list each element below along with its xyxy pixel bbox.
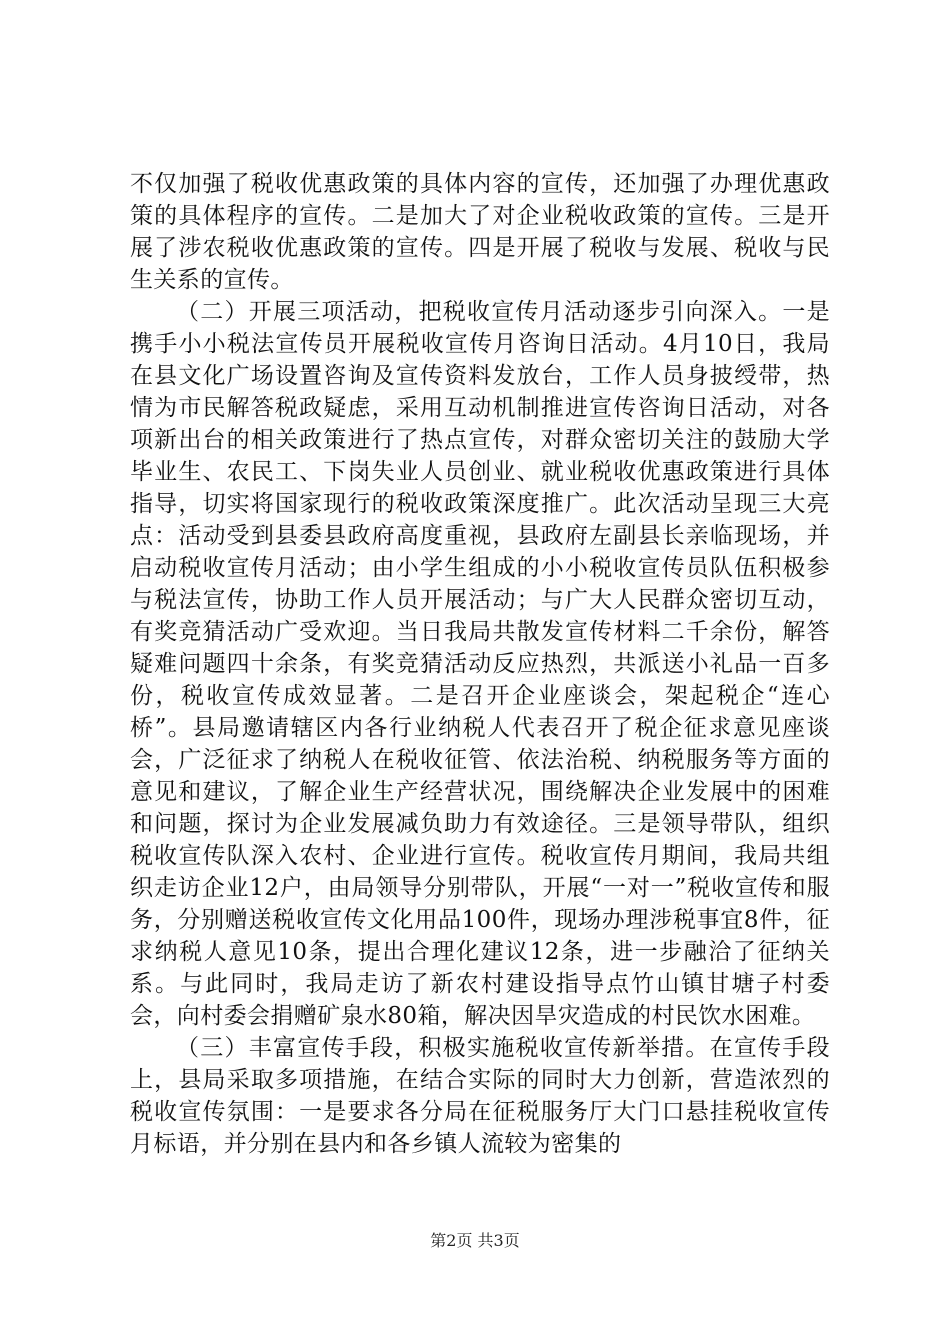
document-body [130, 168, 830, 1160]
paragraph-2: （二）开展三项活动，把税收宣传月活动逐步引向深入。一是携手小小税法宣传员开展税收宣传月咨询日活动。4月10日，我局在县文化广场设置咨询及宣传资料发放台，工作人员身披绶带，热情为市民解答税政疑虑，采用互动机制推进宣传咨询日活动，对各项新出台的相关政策进行了热点宣传，对群众密切关注的鼓励大学毕业生、农民工、下岗失业人员创业、就业税收优惠政策进行具体指导，切实将国家现行的税收政策深度推广。此次活动呈现三大亮点：活动受到县委县政府高度重视，县政府左副县长亲临现场，并启动税收宣传月活动；由小学生组成的小小税收宣传员队伍积极参与税法宣传，协助工作人员开展活动；与广大人民群众密切互动，有奖竞猜活动广受欢迎。当日我局共散发宣传材料二千余份，解答疑难问题四十余条，有奖竞猜活动反应热烈，共派送小礼品一百多份，税收宣传成效显著。二是召开企业座谈会，架起税企“连心桥”。县局邀请辖区内各行业纳税人代表召开了税企征求意见座谈会，广泛征求了纳税人在税收征管、依法治税、纳税服务等方面的意见和建议，了解企业生产经营状况，围绕解决企业发展中的困难和问题，探讨为企业发展减负助力有效途径。三是领导带队，组织税收宣传队深入农村、企业进行宣传。税收宣传月期间，我局共组织走访企业12户，由局领导分别带队，开展“一对一”税收宣传和服务，分别赠送税收宣传文化用品100件，现场办理涉税事宜8件，征求纳税人意见10条，提出合理化建议12条，进一步融洽了征纳关系。与此同时，我局走访了新农村建设指导点竹山镇甘塘子村委会，向村委会捐赠矿泉水80箱，解决因旱灾造成的村民饮水困难。 [130, 299, 830, 1029]
paragraph-1: 不仅加强了税收优惠政策的具体内容的宣传，还加强了办理优惠政策的具体程序的宣传。二是加大了对企业税收政策的宣传。三是开展了涉农税收优惠政策的宣传。四是开展了税收与发展、税收与民生关系的宣传。 [130, 171, 830, 293]
page-footer: 第2页 共3页 [430, 1231, 520, 1250]
paragraph-3: （三）丰富宣传手段，积极实施税收宣传新举措。在宣传手段上，县局采取多项措施，在结合实际的同时大力创新，营造浓烈的税收宣传氛围：一是要求各分局在征税服务厅大门口悬挂税收宣传月标语，并分别在县内和各乡镇人流较为密集的 [130, 1035, 830, 1157]
